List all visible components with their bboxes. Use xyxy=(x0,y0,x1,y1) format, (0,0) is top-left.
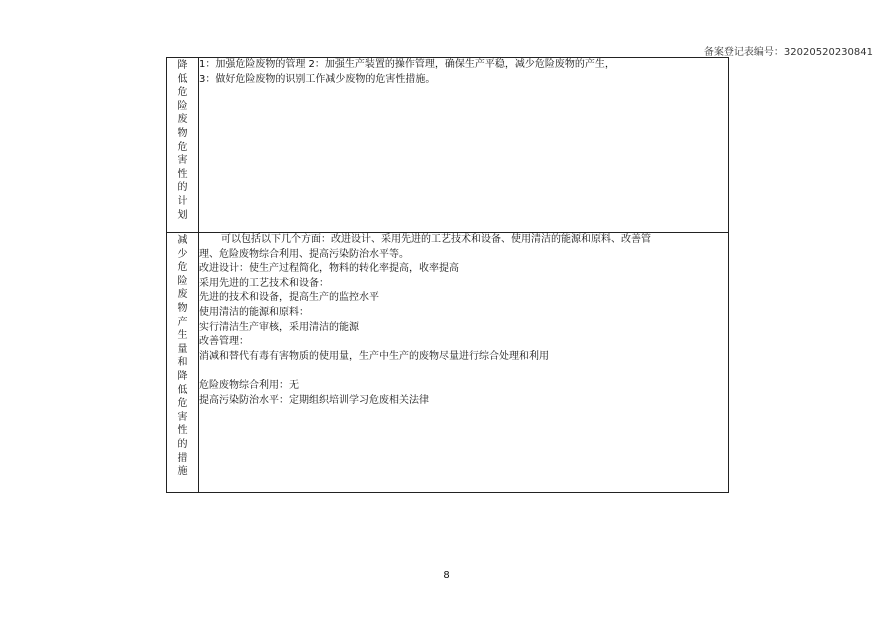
content-line: 理、危险废物综合利用、提高污染防治水平等。 xyxy=(199,248,409,260)
content-line: 实行清洁生产审核，采用清洁的能源 xyxy=(199,321,359,333)
page-number: 8 xyxy=(443,570,450,581)
content-line: 提高污染防治水平：定期组织培训学习危废相关法律 xyxy=(199,394,429,406)
label-char: 废 xyxy=(177,289,188,301)
content-line: 可以包括以下几个方面：改进设计、采用先进的工艺技术和设备、使用清洁的能源和原料、改善管 xyxy=(221,234,651,245)
label-char: 量 xyxy=(177,343,188,355)
blank-line xyxy=(199,364,728,379)
label-char: 性 xyxy=(177,425,188,437)
content-line: 先进的技术和设备，提高生产的监控水平 xyxy=(199,292,379,304)
label-char: 危 xyxy=(177,87,188,99)
label-char: 降 xyxy=(177,370,188,382)
content-line: 消减和替代有毒有害物质的使用量，生产中生产的废物尽量进行综合处理和利用 xyxy=(199,350,549,362)
row-content-reduce-hazard-plan xyxy=(199,58,729,233)
label-char: 低 xyxy=(177,73,188,85)
content-line: 1：加强危险废物的管理 2：加强生产装置的操作管理，确保生产平稳，减少危险废物的产生， xyxy=(199,59,615,70)
row-label-cell xyxy=(167,233,199,493)
label-char: 险 xyxy=(177,275,188,287)
table-row xyxy=(167,58,729,233)
row-content-reduction-measures xyxy=(199,233,729,493)
content-line: 使用清洁的能源和原料： xyxy=(199,306,309,318)
label-char: 少 xyxy=(177,248,188,260)
record-number: 备案登记表编号：32020520230841 xyxy=(703,47,873,58)
label-char: 划 xyxy=(177,209,188,221)
label-char: 低 xyxy=(177,384,188,396)
row-label-reduce-hazard-plan xyxy=(167,58,198,222)
label-char: 的 xyxy=(177,438,188,450)
content-line: 改善管理： xyxy=(199,336,249,348)
label-char: 害 xyxy=(177,411,188,423)
row-label-cell xyxy=(167,58,199,233)
label-char: 危 xyxy=(177,398,188,410)
row-label-reduction-measures xyxy=(167,233,198,479)
label-char: 险 xyxy=(177,100,188,112)
label-char: 生 xyxy=(177,330,188,342)
label-char: 产 xyxy=(177,316,188,328)
label-char: 害 xyxy=(177,155,188,167)
label-char: 和 xyxy=(177,357,188,369)
label-char: 物 xyxy=(177,302,188,314)
label-char: 减 xyxy=(177,235,188,246)
hazardous-waste-table xyxy=(166,57,729,493)
label-char: 物 xyxy=(177,127,188,139)
label-char: 废 xyxy=(177,114,188,126)
label-char: 计 xyxy=(177,195,188,207)
table-row xyxy=(167,233,729,493)
label-char: 危 xyxy=(177,141,188,153)
label-char: 性 xyxy=(177,168,188,180)
label-char: 措 xyxy=(177,452,188,464)
content-line: 危险废物综合利用：无 xyxy=(199,379,299,391)
label-char: 降 xyxy=(177,60,188,71)
label-char: 施 xyxy=(177,466,188,478)
content-line: 3：做好危险废物的识别工作减少废物的危害性措施。 xyxy=(199,73,436,85)
label-char: 危 xyxy=(177,262,188,274)
content-line: 采用先进的工艺技术和设备： xyxy=(199,277,329,289)
label-char: 的 xyxy=(177,182,188,194)
content-line: 改进设计：使生产过程简化，物料的转化率提高，收率提高 xyxy=(199,263,459,275)
